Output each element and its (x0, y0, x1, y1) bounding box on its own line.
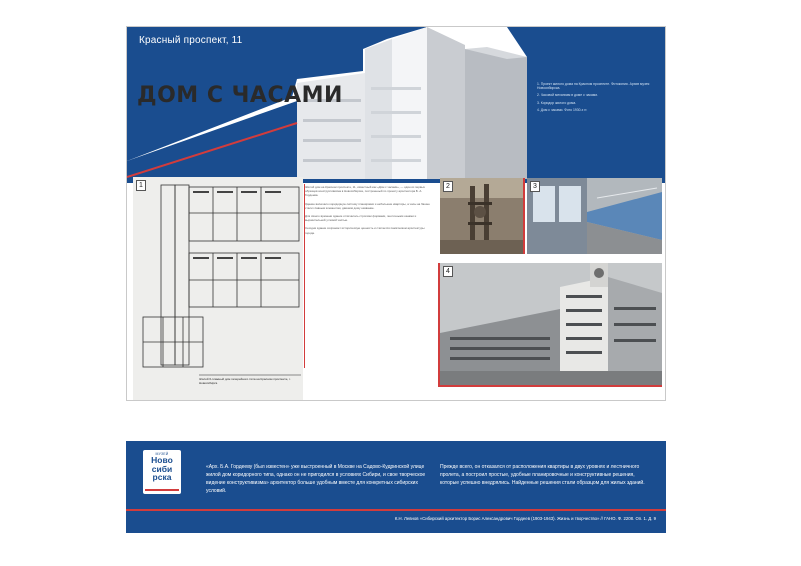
clock-mechanism-photo (440, 178, 523, 254)
logo-word: сиби (151, 463, 173, 474)
caption-item: 4. Дом с часами. Фото 1930-х гг. (537, 107, 588, 112)
floor-plan-drawing (133, 177, 303, 401)
quote-banner (126, 441, 666, 533)
floor-plan-caption: Жилой 6-этажный дом галерейного типа на Красном проспекте, г. Новосибирск. (199, 377, 291, 385)
panel-header (127, 27, 666, 183)
photo-number: 2 (443, 181, 453, 192)
photo-number: 1 (136, 180, 146, 191)
red-accent-line (438, 263, 440, 387)
logo-accent (145, 489, 179, 491)
exhibit-panel (126, 26, 666, 401)
article-paragraph: Для своего времени здание отличалось строгими формами, ленточными окнами и выразительной угловой частью. (305, 214, 417, 223)
source-citation: К.Н. Левнов «Сибирский архитектор Борис Александрович Гордеев (1903-1943). Жизнь и творчество» // ГАНО. Ф. 2208. Оп. 1. Д. 9 (394, 516, 656, 521)
logo-word: рска (152, 472, 172, 482)
photo-number: 4 (443, 266, 453, 277)
article-paragraph: Сегодня здание сохраняет историческую ценность и считается памятником архитектуры города. (305, 226, 425, 235)
caption-item: 2. Часовой механизм в доме с часами. (537, 93, 599, 98)
red-accent-line (440, 385, 662, 387)
photo-captions (537, 82, 657, 115)
caption-item: 1. Проект жилого дома на Красном проспекте. Фотокопия. Архив музея Новосибирска. (537, 82, 650, 91)
quote-left: «Арх. Б.А. Гордееву (был известен» уже выстроенный в Москве на Садово-Кудринской улице жилой дом коридорного типа, однако он не пригодился в условиях Сибири, и свое творческое видение конструктивизма» архитектор больше удобным вместе для конкретных сибирских условий. (206, 464, 426, 494)
historic-building-image (440, 263, 662, 387)
logo-word: Ново (151, 455, 173, 465)
red-divider (126, 509, 666, 511)
red-accent-line (523, 178, 525, 254)
logo-label: МУЗЕЙ (155, 452, 169, 456)
floor-plan-photo (133, 177, 303, 401)
museum-logo (143, 450, 181, 494)
article-paragraph: Жилой дом на Красном проспекте, 11, известный как «Дом с часами», — один из первых образцов конструктивизма в Новосибирске, построенный по проекту архитектора Б. А. Гордеева. (305, 185, 425, 198)
quote-right: Прежде всего, он отказался от расположения квартиры в двух уровнях и лестничного пролета, а построил простые, удобные планировочные и конструктивные решения, которые успешно внедрялись. Найденные решения стали образцом для жилых зданий. (440, 464, 645, 486)
article-text (305, 185, 431, 239)
article-paragraph: Здание включало коридорную систему планировки и небольшие квартиры, а часы на башне стали главным элементом, давшим дому название. (305, 201, 430, 210)
photo-number: 3 (530, 181, 540, 192)
corridor-image (527, 178, 662, 254)
page-title: ДОМ С ЧАСАМИ (137, 83, 343, 108)
street-address: Красный проспект, 11 (139, 35, 243, 46)
caption-item: 3. Коридор жилого дома. (537, 100, 577, 105)
historic-building-photo (440, 263, 662, 387)
corridor-photo (527, 178, 662, 254)
